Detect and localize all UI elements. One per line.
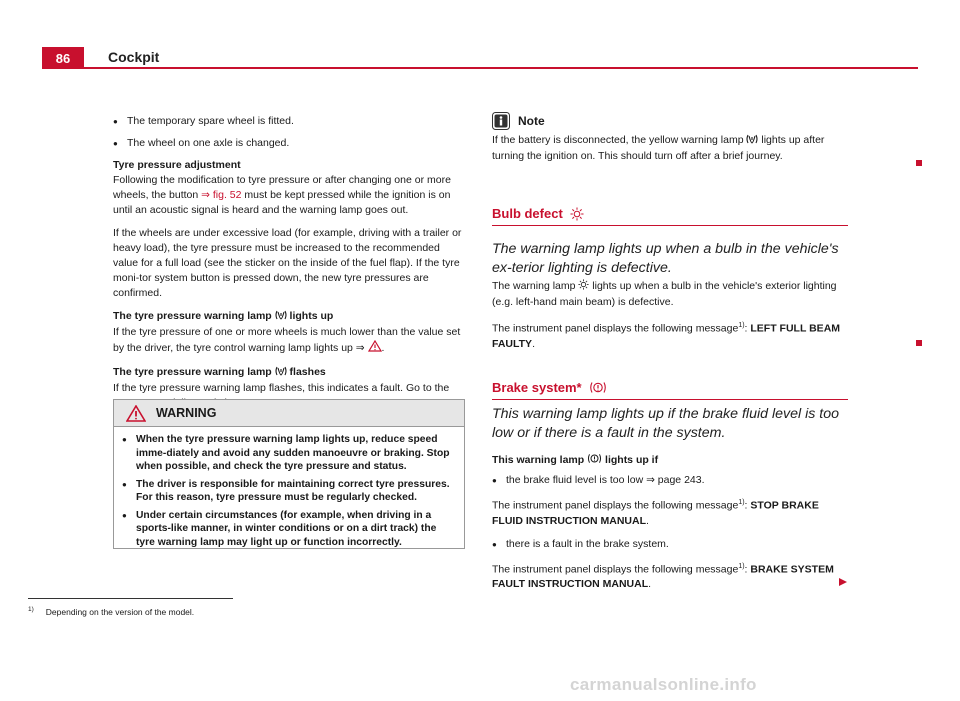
bulb-defect-rule bbox=[492, 225, 848, 226]
brake-system-title: Brake system* bbox=[492, 380, 607, 395]
page-header-title: Cockpit bbox=[108, 49, 160, 65]
note-text: If the battery is disconnected, the yellow warning lamp lights up after turning the ignition on. This should turn off after a brief journey. bbox=[492, 134, 825, 162]
flashes-heading: The tyre pressure warning lamp flashes bbox=[113, 365, 465, 381]
left-column bbox=[113, 114, 465, 419]
warning-header bbox=[114, 400, 464, 427]
note-info-icon bbox=[492, 112, 510, 130]
lights-up-heading: The tyre pressure warning lamp lights up bbox=[113, 309, 465, 325]
brake-warning-icon bbox=[589, 381, 607, 394]
brake-message-2: The instrument panel displays the following message$^{1)}$: BRAKE SYSTEM FAULT INSTRUCTION MANUAL. bbox=[492, 562, 834, 590]
brake-system-body bbox=[492, 453, 848, 600]
warning-item: ● When the tyre pressure warning lamp lights up, reduce speed imme-diately and avoid any sudden manoeuvre or braking. Stop when possible, and check the tyre pressure and status. bbox=[122, 433, 456, 474]
warning-title: WARNING bbox=[156, 406, 217, 420]
warning-triangle-icon bbox=[126, 405, 146, 422]
list-item: ● The temporary spare wheel is fitted. bbox=[113, 114, 465, 129]
footnote: $^{1)}$ Depending on the version of the model. bbox=[28, 606, 195, 617]
section-end-marker bbox=[916, 340, 922, 346]
tyre-pressure-warning-icon bbox=[275, 310, 287, 325]
watermark: carmanualsonline.info bbox=[570, 675, 757, 694]
brake-system-rule bbox=[492, 399, 848, 400]
tyre-pressure-warning-icon bbox=[746, 134, 758, 149]
brake-system-lead: This warning lamp lights up if the brake fluid level is too low or if there is a fault in the system. bbox=[492, 406, 839, 441]
continue-arrow-icon bbox=[838, 574, 848, 592]
warning-triangle-link-icon[interactable] bbox=[368, 340, 382, 357]
list-item: ● the brake fluid level is too low ⇒ page 243. bbox=[492, 473, 848, 488]
page-number: 86 bbox=[42, 47, 84, 69]
bulb-defect-message: The instrument panel displays the following message$^{1)}$: LEFT FULL BEAM FAULTY. bbox=[492, 322, 841, 350]
list-item: ● there is a fault in the brake system. bbox=[492, 537, 848, 552]
bulb-defect-body bbox=[492, 279, 848, 360]
bulb-icon bbox=[570, 207, 584, 221]
header-rule bbox=[84, 67, 918, 69]
note-title: Note bbox=[518, 113, 545, 128]
tyre-pressure-warning-icon bbox=[275, 366, 287, 381]
tyre-pressure-adjustment-heading: Tyre pressure adjustment bbox=[113, 159, 241, 171]
fig-52-link[interactable]: ⇒ fig. 52 bbox=[201, 189, 242, 201]
excessive-load-paragraph: If the wheels are under excessive load (for example, driving with a trailer or heavy load), the tyre pressure must be increased to the recommended value for a full load (see the sticker on the inside of the fuel flap). If the tyre moni-tor system button is pressed down, the new tyre pressures are confirmed. bbox=[113, 227, 462, 299]
lights-up-paragraph: If the tyre pressure of one or more wheels is much lower than the value set by the driver, the tyre control warning lamp lights up ⇒ . bbox=[113, 325, 465, 357]
bulb-defect-lead: The warning lamp lights up when a bulb in the vehicle's ex-terior lighting is defective. bbox=[492, 241, 839, 276]
warning-item: ● Under certain circumstances (for example, when driving in a sports-like manner, in winter conditions or on a dirt track) the tyre warning lamp may light up or function incorrectly. bbox=[122, 509, 456, 550]
warning-item: ● The driver is responsible for maintaining correct tyre pressures. For this reason, tyre pressure must be regularly checked. bbox=[122, 478, 456, 505]
footnote-rule bbox=[28, 598, 233, 599]
flashes-paragraph: If the tyre pressure warning lamp flashes, this indicates a fault. Go to the bbox=[113, 382, 450, 394]
bulb-defect-title: Bulb defect bbox=[492, 206, 584, 221]
brake-warning-icon bbox=[587, 453, 602, 469]
brake-lights-heading: This warning lamp lights up if bbox=[492, 453, 848, 469]
bulb-defect-text: The warning lamp lights up when a bulb in the vehicle's exterior lighting (e.g. left-hand main beam) is defective. bbox=[492, 280, 837, 308]
brake-message-1: The instrument panel displays the following message$^{1)}$: STOP BRAKE FLUID INSTRUCTION MANUAL. bbox=[492, 499, 819, 527]
section-end-marker bbox=[916, 160, 922, 166]
bulb-icon bbox=[578, 279, 589, 295]
note-block bbox=[492, 112, 848, 172]
warning-box bbox=[113, 399, 465, 549]
adjustment-paragraph: Following the modification to tyre pressure or after changing one or more wheels, the button ⇒ fig. 52 must be kept pressed while the ignition is on until an acoustic signal is heard and the warning lamp goes out. bbox=[113, 174, 451, 216]
list-item: ● The wheel on one axle is changed. bbox=[113, 136, 465, 151]
